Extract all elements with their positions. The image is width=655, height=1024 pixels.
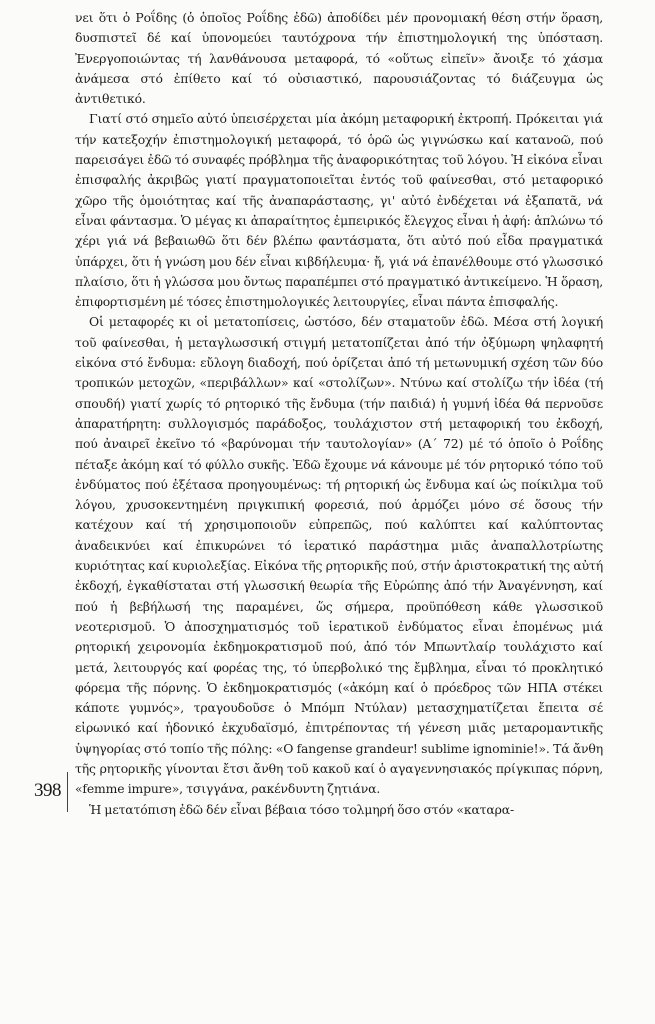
- margin-rule: [67, 772, 68, 812]
- paragraph-4: Ἡ μετατόπιση ἐδῶ δέν εἶναι βέβαια τόσο τολμηρή ὅσο στόν «καταρα-: [89, 801, 514, 817]
- paragraph-2: Γιατί στό σημεῖο αὐτό ὑπεισέρχεται μία ἀκόμη μεταφορική ἐκτροπή. Πρόκειται γιά τήν κατεξοχήν ἐπιστημολογική μεταφορά, τό ὁρῶ ὡς γιγνώσκω καί κατανοῶ, πού παρεισάγει ἐδῶ τό συναφές πρόβλημα τῆς ἀναφορικότητας τοῦ λόγου. Ἡ εἰκόνα εἶναι ἐπισφαλής ἀκριβῶς γιατί πραγματοποιεῖται ἐντός τοῦ φαίνεσθαι, στό μεταφορικό χῶρο τῆς ὁμοιότητας καί τῆς ἀναπαράστασης, γι' αὐτό ἐνδέχεται νά ἐξαπατᾶ, νά εἶναι φάντασμα. Ὁ μέγας κι ἀπαραίτητος ἐμπειρικός ἔλεγχος εἶναι ἡ ἀφή: ἁπλώνω τό χέρι γιά νά βεβαιωθῶ ὅτι δέν βλέπω φαντάσματα, ὅτι αὐτό πού εἶδα πραγματικά ὑπάρχει, ὅτι ἡ γνώση μου δέν εἶναι κιβδήλευμα· ἤ, γιά νά ἐπανέλθουμε στό γλωσσικό πλαίσιο, ὅτι ἡ γλώσσα μου ὄντως παραπέμπει στό πραγματικό ἀντικείμενο. Ἡ ὅραση, ἐπιφορτισμένη μέ τόσες ἐπιστημολογικές λειτουργίες, εἶναι πάντα ἐπισφαλής.: [75, 111, 603, 310]
- paragraph-3: Οἱ μεταφορές κι οἱ μετατοπίσεις, ὡστόσο, δέν σταματοῦν ἐδῶ. Μέσα στή λογική τοῦ φαίνεσθαι, ἡ μεταγλωσσική στιγμή μετατοπίζεται ἀπό τήν ὀξύμωρη ψηλαφητή εἰκόνα στό ἔνδυμα: εὔλογη διαδοχή, πού ὁρίζεται ἀπό τή μετωνυμική σχέση τῶν δύο τροπικών μετοχῶν, «περιβάλλων» καί «στολίζων». Ντύνω καί στολίζω τήν ἰδέα (τή σπουδή) γιατί χωρίς τό ρητορικό τῆς ἔνδυμα (τήν παιδιά) ἡ γυμνή ἰδέα θά περνοῦσε ἀπαρατήρητη: συλλογισμός παράδοξος, τουλάχιστον στή μεταφορική του ἐκδοχή, πού ἀναιρεῖ ἐκεῖνο τό «βαρύνομαι τήν ταυτολογίαν» (Α΄ 72) μέ τό ὁποῖο ὁ Ροΐδης πέταξε ἀκόμη καί τό φύλλο συκῆς. Ἐδῶ ἔχουμε νά κάνουμε μέ τόν ρητορικό τόπο τοῦ ἐνδύματος πού ἐξέτασα προηγουμένως: τή ρητορική ὡς ἔνδυμα καί ὡς ποίκιλμα τοῦ λόγου, χρυσοκεντημένη πριγκιπική φορεσιά, πού ἁρμόζει μόνο σέ ὅσους τήν κατέχουν καί τή χρησιμοποιοῦν εὐπρεπῶς, πού καλύπτει καί καλύπτοντας ἀναδεικνύει καί ἐπικυρώνει τό ἱερατικό παράστημα μιᾶς ἀναπαλλοτρίωτης κυριότητας καί κυριολεξίας. Εἰκόνα τῆς ρητορικῆς πού, στήν ἀριστοκρατική της αὐτή ἐκδοχή, ἐγκαθίσταται στή γλωσσική θεωρία τῆς Εὐρώπης ἀπό τήν Ἀναγέννηση, καί πού ἡ βεβήλωσή της παραμένει, ὥς σήμερα, προϋπόθεση κάθε γλωσσικοῦ νεοτερισμοῦ. Ὁ ἀποσχηματισμός τοῦ ἱερατικοῦ ἐνδύματος εἶναι ἑπομένως μιά ρητορική χειρονομία ἐκδημοκρατισμοῦ πού, ἀπό τόν Μπωντλαίρ τουλάχιστο καί μετά, λειτουργός καί φορέας της, τό ὑπερβολικό της ἔμβλημα, εἶναι τό προκλητικό φόρεμα τῆς πόρνης. Ὁ ἐκδημοκρατισμός («ἀκόμη καί ὁ πρόεδρος τῶν ΗΠΑ στέκει κάποτε γυμνός», τραγουδοῦσε ὁ Μπόμπ Ντύλαν) μετασχηματίζεται ἔπειτα σέ εἰρωνικό καί ἡδονικό ἐκχυδαϊσμό, ἐπιτρέποντας τή γένεση μιᾶς μεταρομαντικῆς ὑψηγορίας στό τοπίο τῆς πόλης: «O fangense grandeur! sublime ignominie!». Τά ἄνθη τῆς ρητορικῆς γίνονται ἔτσι ἄνθη τοῦ κακοῦ καί ὁ αγαγεννησιακός πρίγκιπας πόρνη, «femme impure», τσιγγάνα, ρακένδυντη ζητιάνα.: [75, 314, 603, 797]
- page-number: 398: [34, 780, 61, 801]
- page-body: [75, 8, 603, 1013]
- paragraph-1: νει ὅτι ὁ Ροΐδης (ὁ ὁποῖος Ροΐδης ἐδῶ) ἀποδίδει μέν προνομιακή θέση στήν ὅραση, δυσπιστεῖ δέ καί ὑπονομεύει ταυτόχρονα τήν ἐπιστημολογική της ὑπόσταση. Ἐνεργοποιώντας τή λανθάνουσα μεταφορά, τό «οὕτως εἰπεῖν» ἄνοιξε τό χάσμα ἀνάμεσα στό ἐπίθετο καί τό οὐσιαστικό, παρουσιάζοντας τό διάζευγμα ὡς ἀντιθετικό.: [75, 10, 603, 107]
